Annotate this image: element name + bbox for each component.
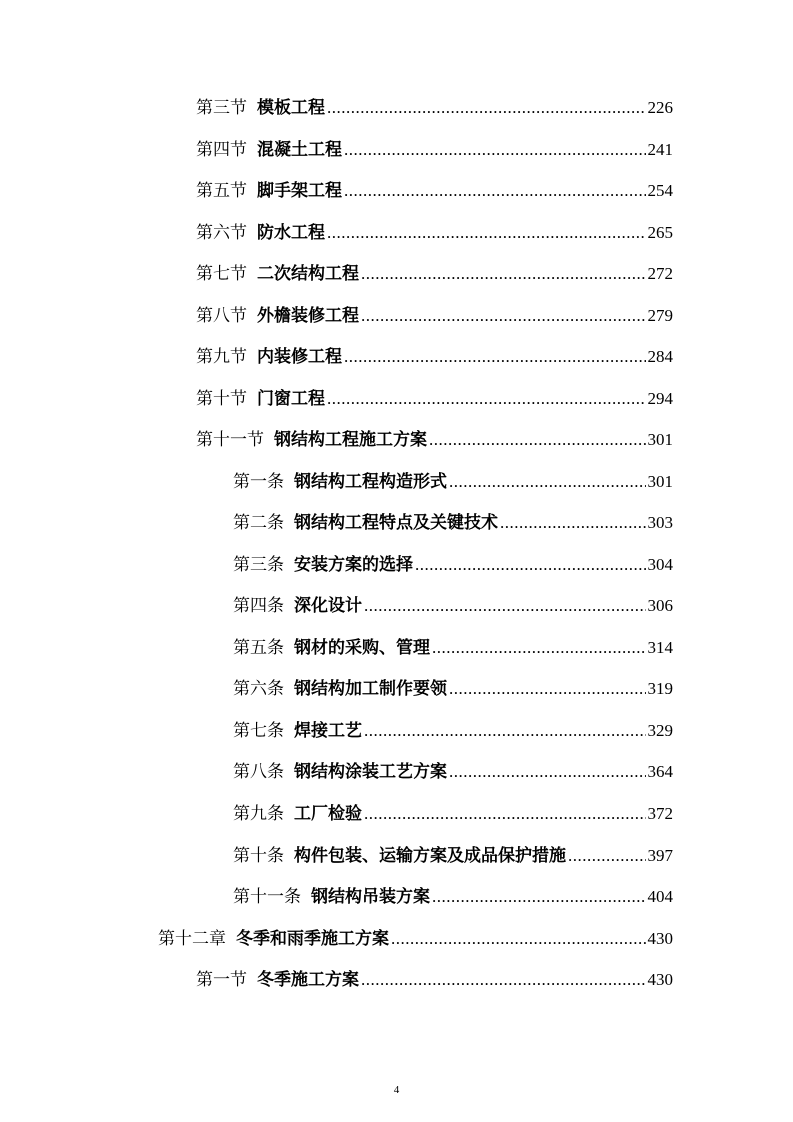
toc-dot-leader	[429, 429, 646, 451]
toc-entry[interactable]	[196, 222, 673, 244]
toc-entry-label: 第八节	[196, 306, 247, 326]
toc-dot-leader	[327, 388, 646, 410]
toc-entry-title: 焊接工艺	[294, 721, 362, 741]
toc-dot-leader	[344, 180, 646, 202]
toc-entry-page: 265	[647, 223, 673, 242]
toc-entry-title: 模板工程	[257, 98, 325, 118]
toc-entry-label: 第六节	[196, 223, 247, 243]
toc-entry-page: 319	[647, 679, 673, 698]
toc-entry-title: 钢结构工程构造形式	[294, 472, 447, 492]
toc-entry-page: 301	[647, 430, 673, 449]
toc-entry[interactable]	[233, 845, 673, 867]
toc-entry-title: 钢结构涂装工艺方案	[294, 762, 447, 782]
toc-entry-label: 第五条	[233, 638, 284, 658]
toc-entry[interactable]	[196, 388, 673, 410]
toc-entry-title: 钢材的采购、管理	[294, 638, 430, 658]
toc-entry-page: 294	[647, 389, 673, 408]
toc-entry-label: 第三条	[233, 555, 284, 575]
toc-entry[interactable]	[233, 595, 673, 617]
toc-entry-title: 钢结构吊装方案	[311, 887, 430, 907]
toc-entry-label: 第十一节	[196, 430, 264, 450]
toc-entry[interactable]	[233, 761, 673, 783]
toc-entry-page: 397	[647, 846, 673, 865]
toc-entry[interactable]	[233, 471, 673, 493]
toc-entry[interactable]	[233, 886, 673, 908]
toc-entry-title: 构件包装、运输方案及成品保护措施	[294, 846, 566, 866]
toc-entry-title: 安装方案的选择	[294, 555, 413, 575]
toc-entry-page: 430	[647, 929, 673, 948]
toc-dot-leader	[327, 97, 646, 119]
toc-entry-page: 304	[647, 555, 673, 574]
toc-entry-label: 第一节	[196, 970, 247, 990]
toc-entry-title: 外檐装修工程	[257, 306, 359, 326]
toc-entry-label: 第十一条	[233, 887, 301, 907]
toc-dot-leader	[391, 928, 646, 950]
toc-entry-label: 第十条	[233, 846, 284, 866]
toc-entry-title: 钢结构工程施工方案	[274, 430, 427, 450]
toc-entry-title: 脚手架工程	[257, 181, 342, 201]
toc-entry-page: 404	[647, 887, 673, 906]
toc-entry-title: 二次结构工程	[257, 264, 359, 284]
toc-entry-title: 冬季和雨季施工方案	[236, 929, 389, 949]
toc-entry-page: 430	[647, 970, 673, 989]
toc-entry-label: 第六条	[233, 679, 284, 699]
toc-entry-title: 深化设计	[294, 596, 362, 616]
toc-entry-page: 303	[647, 513, 673, 532]
toc-entry[interactable]	[196, 97, 673, 119]
toc-entry-page: 241	[647, 140, 673, 159]
toc-dot-leader	[364, 595, 646, 617]
toc-entry[interactable]	[196, 969, 673, 991]
toc-entry[interactable]	[196, 429, 673, 451]
toc-entry-page: 254	[647, 181, 673, 200]
toc-entry-page: 329	[647, 721, 673, 740]
toc-entry-page: 372	[647, 804, 673, 823]
toc-entry-title: 混凝土工程	[257, 140, 342, 160]
toc-entry-page: 226	[647, 98, 673, 117]
toc-dot-leader	[361, 969, 646, 991]
toc-entry-label: 第五节	[196, 181, 247, 201]
toc-entry-page: 284	[647, 347, 673, 366]
toc-entry-title: 钢结构工程特点及关键技术	[294, 513, 498, 533]
toc-entry[interactable]	[233, 554, 673, 576]
toc-entry-label: 第十二章	[158, 929, 226, 949]
toc-entry-label: 第二条	[233, 513, 284, 533]
toc-entry-label: 第七节	[196, 264, 247, 284]
toc-dot-leader	[500, 512, 646, 534]
toc-entry-label: 第十节	[196, 389, 247, 409]
toc-entry-label: 第四节	[196, 140, 247, 160]
page-number: 4	[393, 1084, 400, 1096]
toc-entry[interactable]	[196, 346, 673, 368]
toc-dot-leader	[432, 637, 646, 659]
toc-dot-leader	[364, 803, 646, 825]
toc-dot-leader	[361, 305, 646, 327]
toc-entry-label: 第三节	[196, 98, 247, 118]
toc-entry[interactable]	[196, 305, 673, 327]
toc-entry-page: 364	[647, 762, 673, 781]
toc-dot-leader	[449, 761, 646, 783]
toc-entry[interactable]	[233, 720, 673, 742]
toc-entry-page: 279	[647, 306, 673, 325]
toc-entry-page: 272	[647, 264, 673, 283]
toc-entry-label: 第九节	[196, 347, 247, 367]
toc-entry-label: 第八条	[233, 762, 284, 782]
toc-entry-label: 第七条	[233, 721, 284, 741]
toc-dot-leader	[327, 222, 646, 244]
toc-entry-label: 第一条	[233, 472, 284, 492]
toc-entry[interactable]	[233, 637, 673, 659]
toc-dot-leader	[361, 263, 646, 285]
toc-entry-page: 314	[647, 638, 673, 657]
toc-dot-leader	[449, 471, 646, 493]
toc-entry-title: 冬季施工方案	[257, 970, 359, 990]
toc-entry[interactable]	[196, 139, 673, 161]
toc-dot-leader	[449, 678, 646, 700]
toc-entry[interactable]	[233, 803, 673, 825]
toc-dot-leader	[344, 139, 646, 161]
toc-entry[interactable]	[196, 263, 673, 285]
toc-dot-leader	[344, 346, 646, 368]
toc-entry-title: 内装修工程	[257, 347, 342, 367]
toc-entry-page: 301	[647, 472, 673, 491]
toc-dot-leader	[568, 845, 646, 867]
toc-entry[interactable]	[158, 928, 673, 950]
toc-entry-title: 钢结构加工制作要领	[294, 679, 447, 699]
toc-entry-label: 第九条	[233, 804, 284, 824]
toc-dot-leader	[432, 886, 646, 908]
toc-entry-page: 306	[647, 596, 673, 615]
toc-entry-title: 防水工程	[257, 223, 325, 243]
toc-entry[interactable]	[233, 512, 673, 534]
toc-dot-leader	[415, 554, 646, 576]
toc-entry[interactable]	[233, 678, 673, 700]
toc-entry-title: 门窗工程	[257, 389, 325, 409]
toc-dot-leader	[364, 720, 646, 742]
toc-entry[interactable]	[196, 180, 673, 202]
toc-entry-title: 工厂检验	[294, 804, 362, 824]
toc-entry-label: 第四条	[233, 596, 284, 616]
